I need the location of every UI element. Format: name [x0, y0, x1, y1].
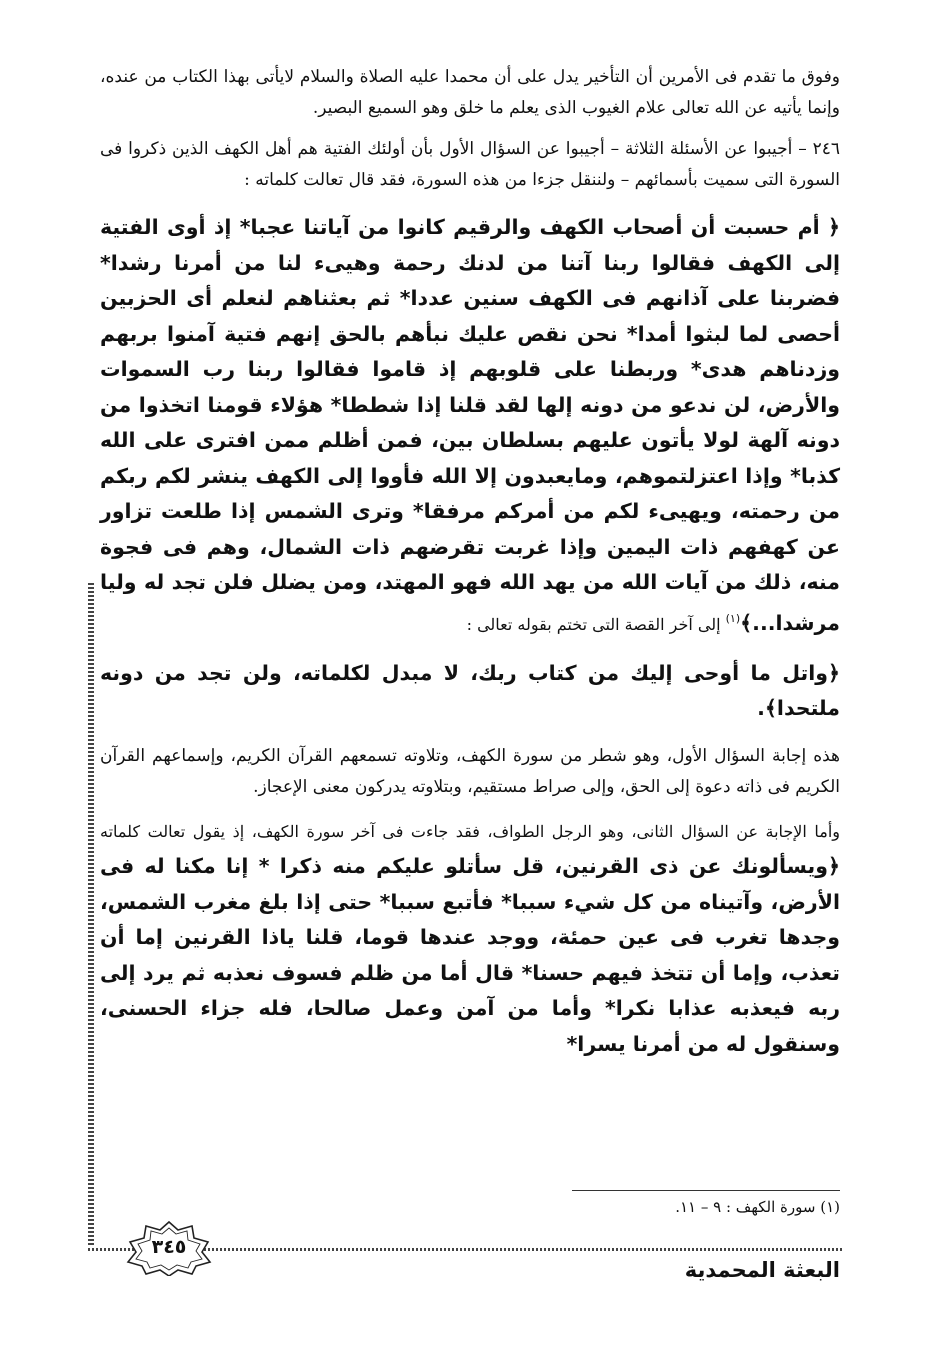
footnote-separator [572, 1190, 840, 1191]
footnote: (١) سورة الكهف : ٩ – ١١. [675, 1198, 840, 1216]
quran-verses: ﴿ أم حسبت أن أصحاب الكهف والرقيم كانوا من آياتنا عجبا* إذ أوى الفتية إلى الكهف فقالوا ربنا آتنا من لدنك رحمة وهيىء لنا من أمرنا رشدا* فضربنا على آذانهم فى الكهف سنين عددا* ثم بعثناهم لنعلم أى الحزبين أحصى لما لبثوا أمدا* نحن نقص عليك نبأهم بالحق إنهم فتية آمنوا بربهم وزدناهم هدى* وربطنا على قلوبهم إذ قاموا فقالوا ربنا رب السموات والأرض، لن ندعو من دونه إلها لقد قلنا إذا شططا* هؤلاء قومنا اتخذوا من دونه آلهة لولا يأتون عليهم بسلطان بين، فمن أظلم ممن افترى على الله كذبا* وإذا اعتزلتموهم، ومايعبدون إلا الله فأووا إلى الكهف ينشر لكم ربكم من رحمته، ويهيىء لكم من أمركم مرفقا* وترى الشمس إذا طلعت تزاور عن كهفهم ذات اليمين وإذا غربت تقرضهم ذات الشمال، وهم فى فجوة منه، ذلك من آيات الله من يهد الله فهو المهتد، ومن يضلل فلن تجد له وليا مرشدا...﴾ [100, 215, 840, 635]
quran-passage-closing: ﴿واتل ما أوحى إليك من كتاب ربك، لا مبدل لكلماته، ولن تجد من دونه ملتحدا﴾. [100, 660, 840, 721]
decorative-side-rule [88, 583, 94, 1247]
quran-verses-dhul-qarnayn: ﴿ويسألونك عن ذى القرنين، قل سأتلو عليكم منه ذكرا * إنا مكنا له فى الأرض، وآتيناه من كل شيء سببا* فأتبع سببا* حتى إذا بلغ مغرب الشمس، وجدها تغرب فى عين حمئة، ووجد عندها قوما، قلنا ياذا القرنين إما أن تعذب، وإما أن تتخذ فيهم حسنا* قال أما من ظلم فسوف نعذبه ثم يرد إلى ربه فيعذبه عذابا نكرا* وأما من آمن وعمل صالحا، فله جزاء الحسنى، وسنقول له من أمرنا يسرا* [100, 854, 840, 1056]
book-title-footer: البعثة المحمدية [684, 1258, 840, 1282]
footnote-marker: (١) [725, 611, 741, 625]
answer-two-intro: وأما الإجابة عن السؤال الثانى، وهو الرجل الطواف، فقد جاءت فى آخر سورة الكهف، إذ يقول تعالت كلماته [100, 821, 840, 841]
paragraph-intro: وفوق ما تقدم فى الأمرين أن التأخير يدل على أن محمدا عليه الصلاة والسلام لايأتى بهذا الكتاب من عنده، وإنما يأتيه عن الله تعالى علام الغيوب الذى يعلم ما خلق وهو السميع البصير. [100, 67, 840, 118]
page-number: ٣٤٥ [151, 1236, 187, 1258]
main-text [100, 62, 840, 1062]
paragraph-answer-one: هذه إجابة السؤال الأول، وهو شطر من سورة الكهف، وتلاوته تسمعهم القرآن الكريم، وإسماعهم القرآن الكريم فى ذاته دعوة إلى الحق، وإلى صراط مستقيم، وبتلاوته يدركون معنى الإعجاز. [100, 745, 840, 797]
quran-passage-kahf-9 [100, 210, 840, 642]
paragraph-answer-two [100, 813, 840, 1063]
passage-tail: إلى آخر القصة التى تختم بقوله تعالى : [466, 614, 726, 634]
paragraph-246: ٢٤٦ – أجيبوا عن الأسئلة الثلاثة – أجيبوا عن السؤال الأول بأن أولئك الفتية هم أهل الكهف الذين ذكروا فى السورة التى سميت بأسمائهم – ولننقل جزءا من هذه السورة، فقد قال تعالت كلماته : [100, 139, 840, 190]
